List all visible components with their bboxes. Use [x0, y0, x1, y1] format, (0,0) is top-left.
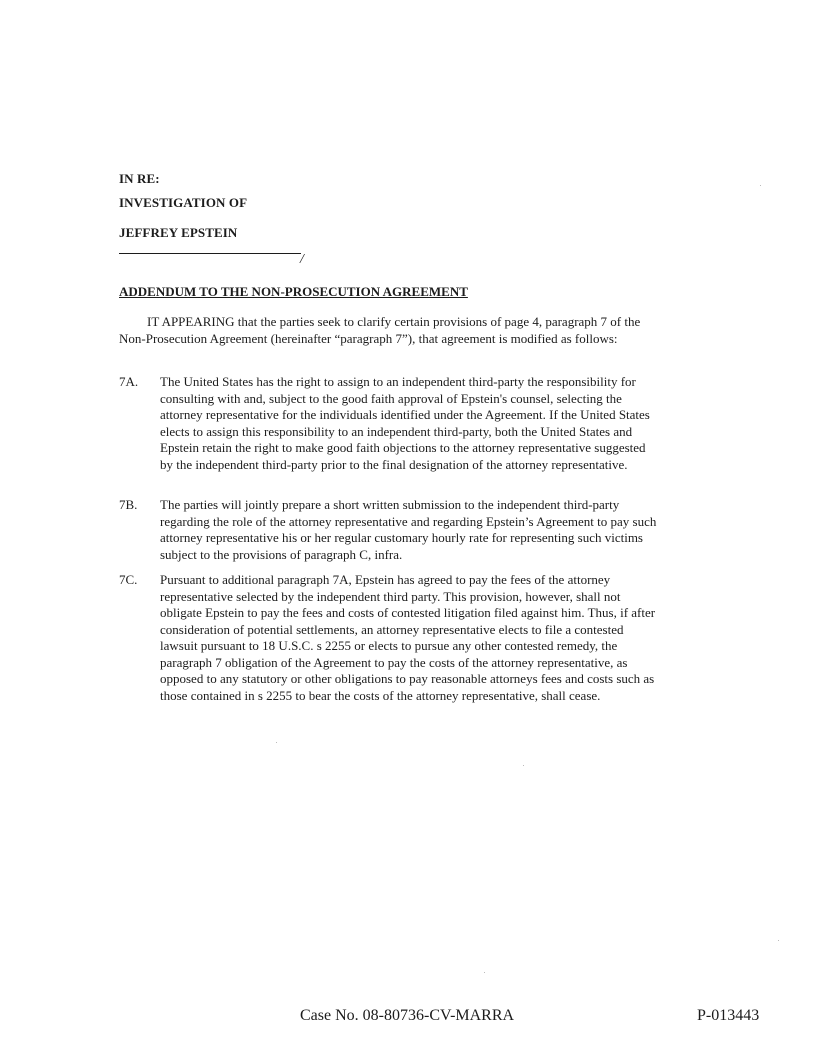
scan-speck	[276, 742, 277, 743]
caption-in-re: IN RE:	[119, 171, 160, 186]
footer-bates-number: P-013443	[697, 1007, 760, 1024]
paragraph-text: The parties will jointly prepare a short written submission to the independent third-party regarding the role of the attorney representative and regarding Epstein’s Agreement to pay such attorney representative his or her regular customary hourly rate for representing such victims subject to the provisions of paragraph C, infra.	[160, 497, 657, 562]
intro-paragraph: IT APPEARING that the parties seek to clarify certain provisions of page 4, paragraph 7 of the Non-Prosecution Agreement (hereinafter “paragraph 7”), that agreement is modified as follows:	[119, 314, 641, 346]
paragraph-number: 7B.	[119, 497, 138, 512]
footer-case-number: Case No. 08-80736-CV-MARRA	[300, 1007, 515, 1024]
paragraph-text: The United States has the right to assign to an independent third-party the responsibility for consulting with and, subject to the good faith approval of Epstein's counsel, selecting the attorney representative for the individuals identified under the Agreement. If the United States elects to assign this responsibility to an independent third-party, both the United States and Epstein retain the right to make good faith objections to the attorney representative suggested by the independent third-party prior to the final designation of the attorney representative.	[160, 374, 650, 472]
paragraph-number: 7C.	[119, 572, 138, 587]
scan-speck	[523, 765, 524, 766]
caption-investigation-of: INVESTIGATION OF	[119, 195, 248, 210]
signature-slash: /	[300, 252, 304, 267]
paragraph-number: 7A.	[119, 374, 139, 389]
scan-speck	[760, 185, 761, 186]
paragraph-text: Pursuant to additional paragraph 7A, Epstein has agreed to pay the fees of the attorney representative selected by the independent third party. This provision, however, shall not obligate Epstein to pay the fees and costs of contested litigation filed against him. Thus, if after consideration of potential settlements, an attorney representative elects to file a contested lawsuit pursuant to 18 U.S.C. s 2255 or elects to pursue any other contested remedy, the paragraph 7 obligation of the Agreement to pay the costs of the attorney representative, as opposed to any statutory or other obligations to pay reasonable attorneys fees and costs such as those contained in s 2255 to bear the costs of the attorney representative, shall cease.	[160, 572, 656, 703]
scan-speck	[484, 972, 485, 973]
paragraph-7c	[119, 572, 659, 704]
scan-speck	[778, 940, 779, 941]
signature-line	[119, 253, 301, 254]
paragraph-7b	[119, 497, 659, 563]
caption-subject-name: JEFFREY EPSTEIN	[119, 225, 238, 240]
document-heading: ADDENDUM TO THE NON-PROSECUTION AGREEMENT	[119, 284, 468, 299]
paragraph-7a	[119, 374, 659, 473]
